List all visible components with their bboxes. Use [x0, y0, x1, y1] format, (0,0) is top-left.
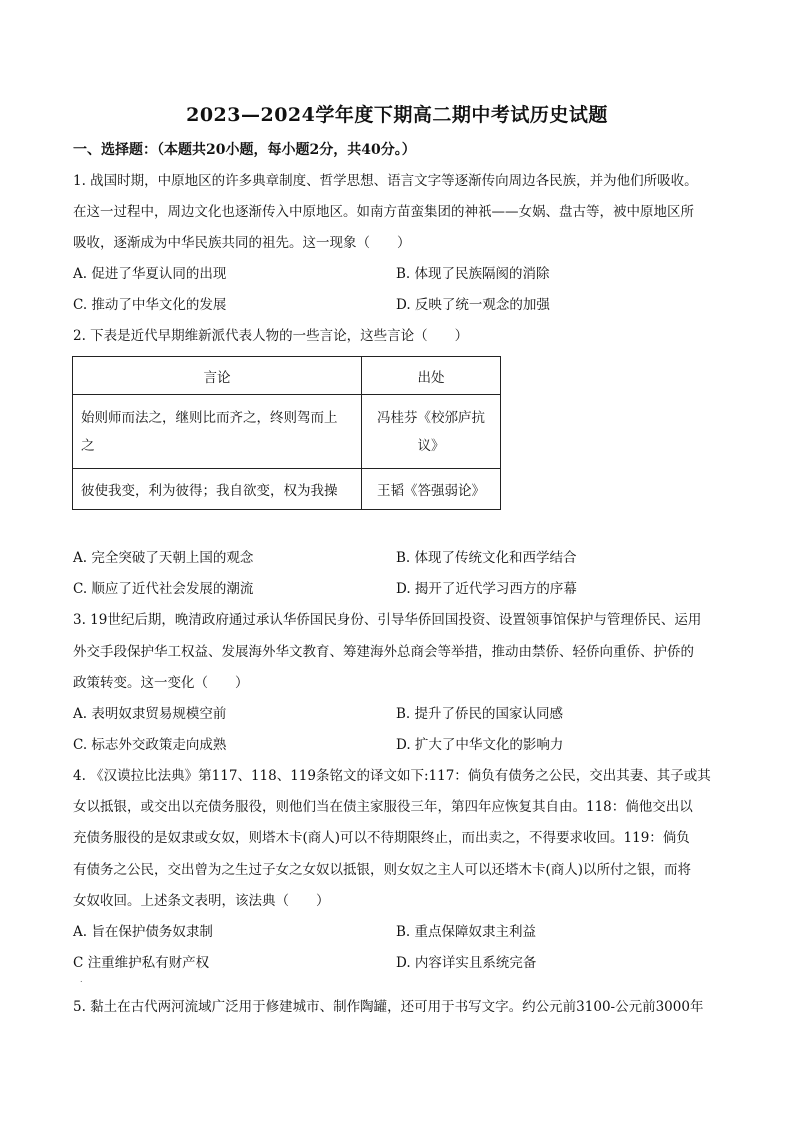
q2-stem: 2. 下表是近代早期维新派代表人物的一些言论，这些言论（ ） — [73, 328, 469, 344]
q2-option-b: B. 体现了传统文化和西学结合 — [396, 550, 577, 566]
table-row — [73, 395, 501, 469]
q4-option-b: B. 重点保障奴隶主利益 — [396, 924, 537, 940]
source-line: 议》 — [417, 437, 445, 454]
q3-option-b: B. 提升了侨民的国家认同感 — [396, 706, 564, 722]
q5-stem-line-1: 5. 黏土在古代两河流域广泛用于修建城市、制作陶罐，还可用于书写文字。约公元前3100-公元前3000年 — [73, 999, 704, 1015]
page-title: 2023—2024学年度下期高二期中考试历史试题 — [186, 104, 608, 126]
table-header-quote: 言论 — [73, 357, 362, 395]
q4-option-c: C 注重维护私有财产权 — [73, 955, 210, 971]
table-cell-quote: 彼使我变，利为彼得；我自欲变，权为我操 — [73, 469, 362, 510]
quote-line: 之 — [81, 437, 95, 454]
quote-line: 始则师而法之，继则比而齐之，终则驾而上 — [81, 409, 338, 426]
q1-option-d: D. 反映了统一观念的加强 — [396, 297, 550, 313]
q2-option-d: D. 揭开了近代学习西方的序幕 — [396, 581, 577, 597]
table-cell-source — [362, 395, 501, 469]
section-heading: 一、选择题：（本题共20小题，每小题2分，共40分。） — [73, 142, 416, 158]
table-row — [73, 469, 501, 510]
table-cell-source: 王韬《答强弱论》 — [362, 469, 501, 510]
q2-option-a: A. 完全突破了天朝上国的观念 — [73, 550, 254, 566]
stray-dot-mark: . — [80, 975, 83, 984]
q3-stem-line-3: 政策转变。这一变化（ ） — [73, 675, 249, 691]
q4-stem-line-5: 女奴收回。上述条文表明，该法典（ ） — [73, 893, 330, 909]
q4-stem-line-3: 充债务服役的是奴隶或女奴，则塔木卡(商人)可以不待期限终止，而出卖之，不得要求收回。119：倘负 — [73, 830, 690, 846]
q3-stem-line-2: 外交手段保护华工权益、发展海外华文教育、筹建海外总商会等举措，推动由禁侨、轻侨向重侨、护侨的 — [73, 644, 694, 660]
q4-option-a: A. 旨在保护债务奴隶制 — [73, 924, 213, 940]
q3-stem-line-1: 3. 19世纪后期，晚清政府通过承认华侨国民身份、引导华侨回国投资、设置领事馆保护与管理侨民、运用 — [73, 612, 702, 628]
q1-option-b: B. 体现了民族隔阂的消除 — [396, 266, 550, 282]
q1-stem-line-3: 吸收，逐渐成为中华民族共同的祖先。这一现象（ ） — [73, 235, 411, 251]
table-header-row — [73, 357, 501, 395]
q1-option-a: A. 促进了华夏认同的出现 — [73, 266, 227, 282]
q1-stem-line-1: 1. 战国时期，中原地区的许多典章制度、哲学思想、语言文字等逐渐传向周边各民族，并为他们所吸收。 — [73, 173, 698, 189]
q1-option-c: C. 推动了中华文化的发展 — [73, 297, 227, 313]
q2-option-c: C. 顺应了近代社会发展的潮流 — [73, 581, 254, 597]
q1-stem-line-2: 在这一过程中，周边文化也逐渐传入中原地区。如南方苗蛮集团的神祇——女娲、盘古等，被中原地区所 — [73, 204, 694, 220]
table-header-source: 出处 — [362, 357, 501, 395]
q3-option-d: D. 扩大了中华文化的影响力 — [396, 737, 564, 753]
q3-option-a: A. 表明奴隶贸易规模空前 — [73, 706, 227, 722]
q4-stem-line-1: 4. 《汉谟拉比法典》第117、118、119条铭文的译文如下:117：倘负有债务之公民，交出其妻、其子或其 — [73, 768, 711, 784]
q3-option-c: C. 标志外交政策走向成熟 — [73, 737, 227, 753]
source-line: 冯桂芬《校邠庐抗 — [377, 409, 485, 426]
q4-stem-line-2: 女以抵银，或交出以充债务服役，则他们当在债主家服役三年，第四年应恢复其自由。118：倘他交出以 — [73, 799, 693, 815]
q2-table — [72, 356, 501, 510]
table-cell-quote — [73, 395, 362, 469]
q4-stem-line-4: 有债务之公民，交出曾为之生过子女之女奴以抵银，则女奴之主人可以还塔木卡(商人)以所付之银，而将 — [73, 862, 692, 878]
q4-option-d: D. 内容详实且系统完备 — [396, 955, 537, 971]
